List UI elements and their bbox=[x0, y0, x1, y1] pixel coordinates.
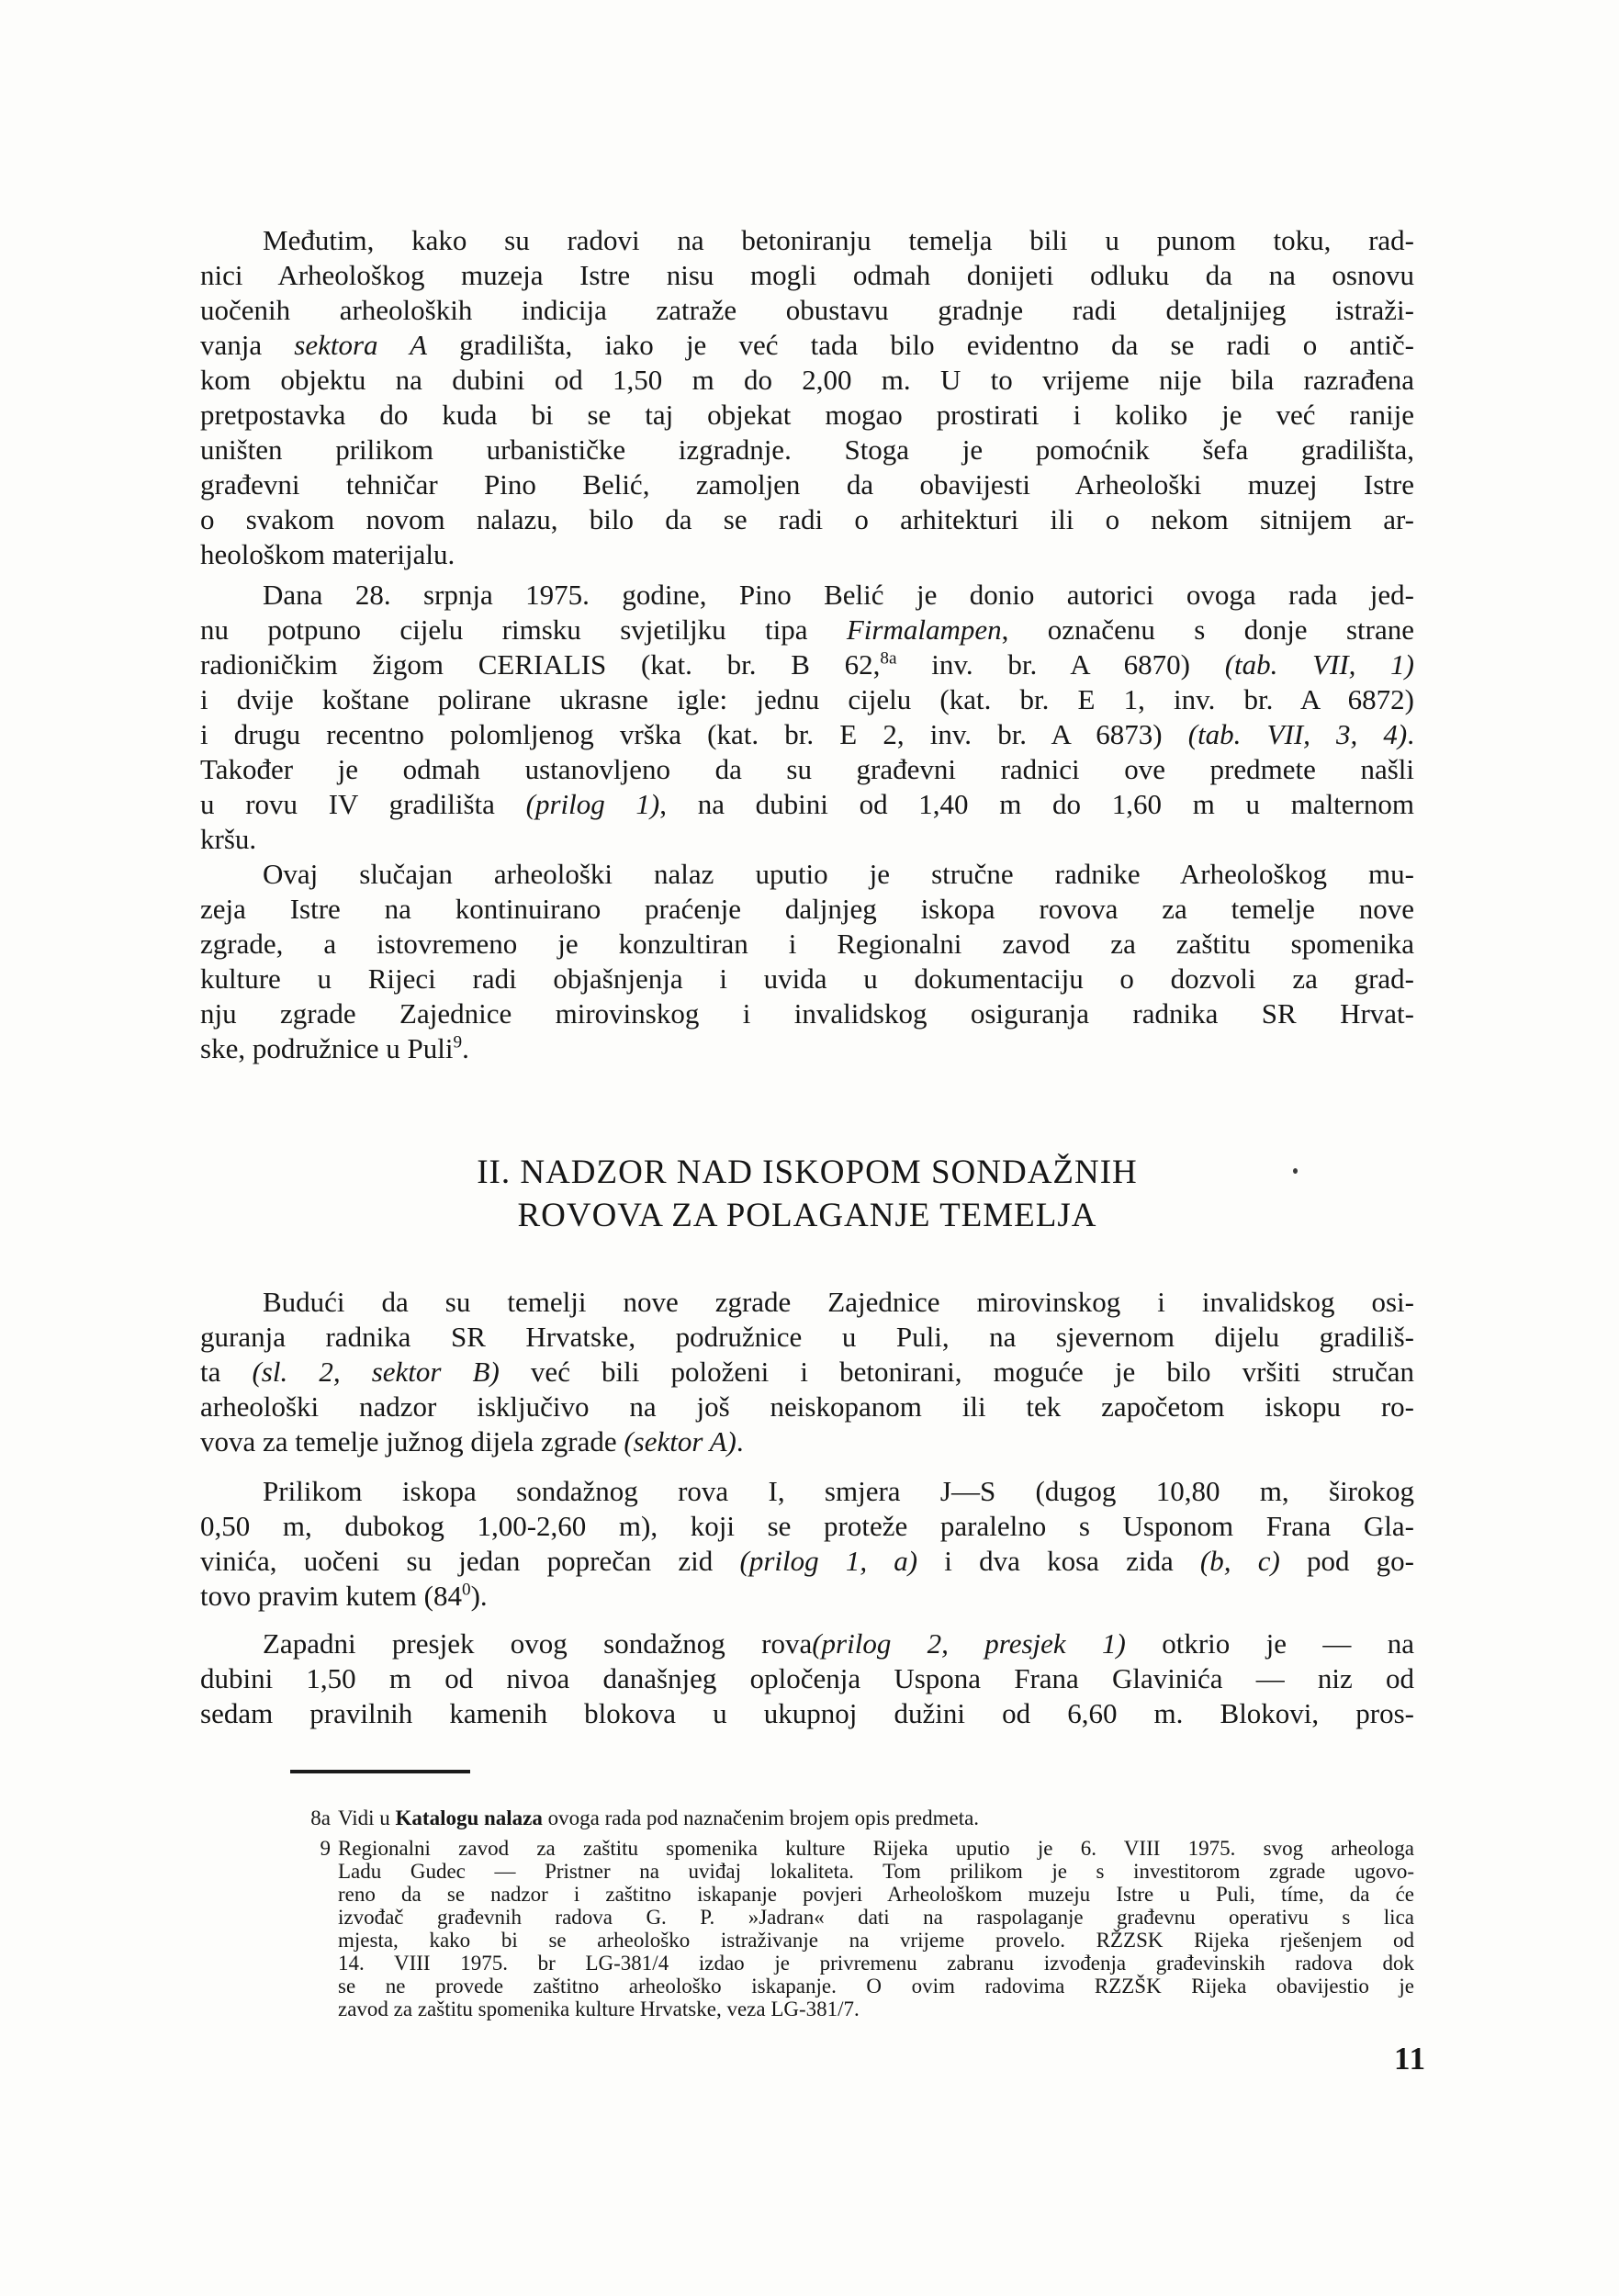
footnote-separator-rule bbox=[290, 1770, 470, 1773]
text-segment: heološkom materijalu. bbox=[200, 538, 455, 570]
text-segment: (tab. VII, 3, 4) bbox=[1187, 718, 1408, 750]
text-segment: (sl. 2, sektor B) bbox=[252, 1356, 500, 1388]
text-segment: se ne provede zaštitno arheološko iskapanje. O ovim radovima RZZŠK Rijeka obavijestio je bbox=[338, 1975, 1414, 1998]
text-segment: građevni tehničar Pino Belić, zamoljen da obavijesti Arheološki muzej Istre bbox=[200, 468, 1414, 501]
text-segment: ovoga rada pod naznačenim brojem opis predmeta. bbox=[542, 1806, 980, 1829]
text-segment: (prilog 2, presjek 1) bbox=[812, 1627, 1126, 1660]
paragraph bbox=[200, 1285, 1414, 1459]
text-segment: ta bbox=[200, 1356, 253, 1388]
text-segment: Također je odmah ustanovljeno da su građevni radnici ove predmete našli bbox=[200, 753, 1414, 785]
text-segment: već bili položeni i betonirani, moguće je bilo vršiti stručan bbox=[499, 1356, 1414, 1388]
text-segment: gradilišta, iako je već tada bilo evidentno da se radi o antič- bbox=[427, 329, 1414, 361]
paragraph bbox=[200, 857, 1414, 1066]
text-segment: Ladu Gudec — Pristner na uviđaj lokaliteta. Tom prilikom je s investitorom zgrade ugovo- bbox=[338, 1860, 1414, 1883]
text-line bbox=[200, 996, 1414, 1031]
footnote-line bbox=[338, 1906, 1414, 1929]
footnote-line bbox=[338, 1929, 1414, 1952]
text-line bbox=[200, 892, 1414, 927]
text-segment: . bbox=[1407, 718, 1414, 750]
heading-line-1: II. NADZOR NAD ISKOPOM SONDAŽNIH bbox=[477, 1154, 1138, 1191]
footnote-line bbox=[338, 1975, 1414, 1998]
text-segment: kulture u Rijeci radi objašnjenja i uvida u dokumentaciju o dozvoli za grad- bbox=[200, 962, 1414, 995]
text-segment: otkrio je — na bbox=[1125, 1627, 1414, 1660]
text-segment: Vidi u bbox=[338, 1806, 396, 1829]
text-line bbox=[200, 962, 1414, 996]
text-line bbox=[200, 328, 1414, 363]
text-line bbox=[200, 398, 1414, 433]
text-segment: vanja bbox=[200, 329, 295, 361]
text-line bbox=[200, 363, 1414, 398]
text-line bbox=[200, 467, 1414, 502]
text-segment: nici Arheološkog muzeja Istre nisu mogli odmah donijeti odluku da na osnovu bbox=[200, 259, 1414, 291]
text-segment: pretpostavka do kuda bi se taj objekat mogao prostirati i koliko je već ranije bbox=[200, 399, 1414, 431]
text-segment: u rovu IV gradilišta bbox=[200, 788, 526, 820]
text-segment: dubini 1,50 m od nivoa današnjeg opločenja Uspona Frana Glavinića — niz od bbox=[200, 1662, 1414, 1694]
text-segment: . bbox=[462, 1032, 469, 1064]
text-segment: kom objektu na dubini od 1,50 m do 2,00 m. U to vrijeme nije bila razrađena bbox=[200, 364, 1414, 396]
section-heading bbox=[200, 1151, 1414, 1237]
text-line bbox=[200, 1424, 1414, 1459]
text-line bbox=[200, 787, 1414, 822]
text-segment: ske, podružnice u Puli bbox=[200, 1032, 454, 1064]
footnotes-block bbox=[290, 1806, 1414, 2020]
footnote-line bbox=[338, 1952, 1414, 1975]
text-segment: (tab. VII, 1) bbox=[1224, 648, 1414, 681]
text-segment: uočenih arheoloških indicija zatraže obustavu gradnje radi detaljnijeg istraži- bbox=[200, 294, 1414, 326]
text-segment: 14. VIII 1975. br LG-381/4 izdao je privremenu zabranu izvođenja građevinskih radova dok bbox=[338, 1952, 1414, 1975]
text-segment: i drugu recentno polomljenog vrška (kat. br. E 2, inv. br. A 6873) bbox=[200, 718, 1188, 750]
text-segment: vova za temelje južnog dijela zgrade bbox=[200, 1425, 624, 1458]
text-segment: zgrade, a istovremeno je konzultiran i Regionalni zavod za zaštitu spomenika bbox=[200, 928, 1414, 960]
text-segment: vinića, uočeni su jedan poprečan zid bbox=[200, 1545, 740, 1577]
text-line bbox=[200, 1696, 1414, 1731]
footnote bbox=[290, 1837, 1414, 2020]
text-line bbox=[200, 537, 1414, 572]
text-line bbox=[200, 433, 1414, 467]
footnote-line bbox=[338, 1860, 1414, 1883]
heading-line-2: ROVOVA ZA POLAGANJE TEMELJA bbox=[517, 1197, 1097, 1234]
text-column bbox=[200, 223, 1414, 2020]
superscript-reference: 0 bbox=[461, 1580, 471, 1600]
text-segment: Prilikom iskopa sondažnog rova I, smjera J—S (dugog 10,80 m, širokog bbox=[263, 1475, 1414, 1507]
scan-artifact-dot bbox=[1293, 1168, 1298, 1174]
footnote-marker: 9 bbox=[320, 1837, 331, 1860]
text-segment: izvođač građevnih radova G. P. »Jadran« dati na raspolaganje građevnu operativu s lica bbox=[338, 1906, 1414, 1929]
body-section-before-heading bbox=[200, 223, 1414, 1066]
text-line bbox=[200, 1390, 1414, 1424]
paragraph bbox=[200, 578, 1414, 857]
text-line bbox=[200, 927, 1414, 962]
text-line bbox=[200, 613, 1414, 647]
text-line bbox=[200, 1320, 1414, 1355]
text-segment: i dvije koštane polirane ukrasne igle: jednu cijelu (kat. br. E 1, inv. br. A 6872) bbox=[200, 683, 1414, 715]
text-line bbox=[200, 1626, 1414, 1661]
text-line bbox=[200, 1031, 1414, 1066]
text-segment: kršu. bbox=[200, 823, 257, 855]
text-line bbox=[200, 647, 1414, 682]
text-segment: sektora A bbox=[294, 329, 428, 361]
text-line bbox=[200, 752, 1414, 787]
footnote-line bbox=[338, 1998, 1414, 2020]
superscript-reference: 8a bbox=[880, 648, 897, 669]
text-line bbox=[200, 857, 1414, 892]
text-line bbox=[200, 717, 1414, 752]
text-segment: (b, c) bbox=[1199, 1545, 1280, 1577]
text-segment: Dana 28. srpnja 1975. godine, Pino Belić je donio autorici ovoga rada jed- bbox=[263, 579, 1414, 611]
text-segment: Budući da su temelji nove zgrade Zajednice mirovinskog i invalidskog osi- bbox=[263, 1286, 1414, 1318]
text-segment: tovo pravim kutem (84 bbox=[200, 1580, 462, 1612]
footnote-text bbox=[338, 1837, 1414, 2020]
text-segment: 0,50 m, dubokog 1,00-2,60 m), koji se proteže paralelno s Usponom Frana Gla- bbox=[200, 1510, 1414, 1542]
text-line bbox=[200, 822, 1414, 857]
text-line bbox=[200, 682, 1414, 717]
text-segment: radioničkim žigom CERIALIS (kat. br. B 62, bbox=[200, 648, 881, 681]
text-line bbox=[200, 1355, 1414, 1390]
text-segment: mjesta, kako bi se arheološko istraživanje na vrijeme provelo. RŽZSK Rijeka rješenjem od bbox=[338, 1929, 1414, 1952]
footnote-marker: 8a bbox=[310, 1806, 331, 1829]
text-segment: guranja radnika SR Hrvatske, podružnice u Puli, na sjevernom dijelu gradiliš- bbox=[200, 1321, 1414, 1353]
text-segment: arheološki nadzor isključivo na još neiskopanom ili tek započetom iskopu ro- bbox=[200, 1390, 1414, 1423]
text-segment: Ovaj slučajan arheološki nalaz uputio je stručne radnike Arheološkog mu- bbox=[263, 858, 1414, 890]
text-line bbox=[200, 578, 1414, 613]
text-segment: sedam pravilnih kamenih blokova u ukupnoj dužini od 6,60 m. Blokovi, pros- bbox=[200, 1697, 1414, 1729]
footnote-line bbox=[338, 1806, 1414, 1829]
text-segment: Zapadni presjek ovog sondažnog rova bbox=[263, 1627, 813, 1660]
superscript-reference: 9 bbox=[453, 1032, 463, 1052]
text-segment: inv. br. A 6870) bbox=[896, 648, 1225, 681]
footnote-line bbox=[338, 1883, 1414, 1906]
footnote-line bbox=[338, 1837, 1414, 1860]
text-segment: nju zgrade Zajednice mirovinskog i invalidskog osiguranja radnika SR Hrvat- bbox=[200, 997, 1414, 1030]
text-segment: . bbox=[736, 1425, 744, 1458]
body-section-after-heading bbox=[200, 1285, 1414, 1731]
text-segment: Regionalni zavod za zaštitu spomenika kulture Rijeka uputio je 6. VIII 1975. svog arheologa bbox=[338, 1837, 1414, 1860]
text-segment: Katalogu nalaza bbox=[395, 1806, 543, 1829]
text-segment: (prilog 1, a) bbox=[739, 1545, 918, 1577]
text-line bbox=[200, 1285, 1414, 1320]
text-line bbox=[200, 258, 1414, 293]
text-segment: (prilog 1) bbox=[525, 788, 660, 820]
text-segment: (sektor A) bbox=[624, 1425, 736, 1458]
footnote bbox=[290, 1806, 1414, 1829]
text-line bbox=[200, 223, 1414, 258]
text-line bbox=[200, 1474, 1414, 1509]
text-segment: zavod za zaštitu spomenika kulture Hrvatske, veza LG-381/7. bbox=[338, 1998, 860, 2020]
text-segment: pod go- bbox=[1279, 1545, 1415, 1577]
text-line bbox=[200, 1579, 1414, 1614]
paragraph bbox=[200, 223, 1414, 572]
text-segment: ). bbox=[470, 1580, 488, 1612]
text-line bbox=[200, 502, 1414, 537]
text-line bbox=[200, 293, 1414, 328]
text-line bbox=[200, 1509, 1414, 1544]
footnote-text bbox=[338, 1806, 1414, 1829]
page-number: 11 bbox=[1394, 2041, 1427, 2077]
text-segment: i dva kosa zida bbox=[917, 1545, 1200, 1577]
text-segment: Firmalampen bbox=[846, 613, 1002, 646]
text-segment: zeja Istre na kontinuirano praćenje daljnjeg iskopa rovova za temelje nove bbox=[200, 893, 1414, 925]
text-segment: , na dubini od 1,40 m do 1,60 m u malternom bbox=[659, 788, 1414, 820]
text-segment: uništen prilikom urbanističke izgradnje. Stoga je pomoćnik šefa gradilišta, bbox=[200, 433, 1414, 466]
text-segment: o svakom novom nalazu, bilo da se radi o arhitekturi ili o nekom sitnijem ar- bbox=[200, 503, 1414, 535]
text-segment: nu potpuno cijelu rimsku svjetiljku tipa bbox=[200, 613, 847, 646]
text-line bbox=[200, 1544, 1414, 1579]
text-segment: reno da se nadzor i zaštitno iskapanje povjeri Arheološkom muzeju Istre u Puli, tíme, da će bbox=[338, 1883, 1414, 1906]
text-segment: Međutim, kako su radovi na betoniranju temelja bili u punom toku, rad- bbox=[263, 224, 1414, 256]
text-segment: , označenu s donje strane bbox=[1001, 613, 1414, 646]
text-line bbox=[200, 1661, 1414, 1696]
paragraph bbox=[200, 1474, 1414, 1614]
paragraph bbox=[200, 1626, 1414, 1731]
